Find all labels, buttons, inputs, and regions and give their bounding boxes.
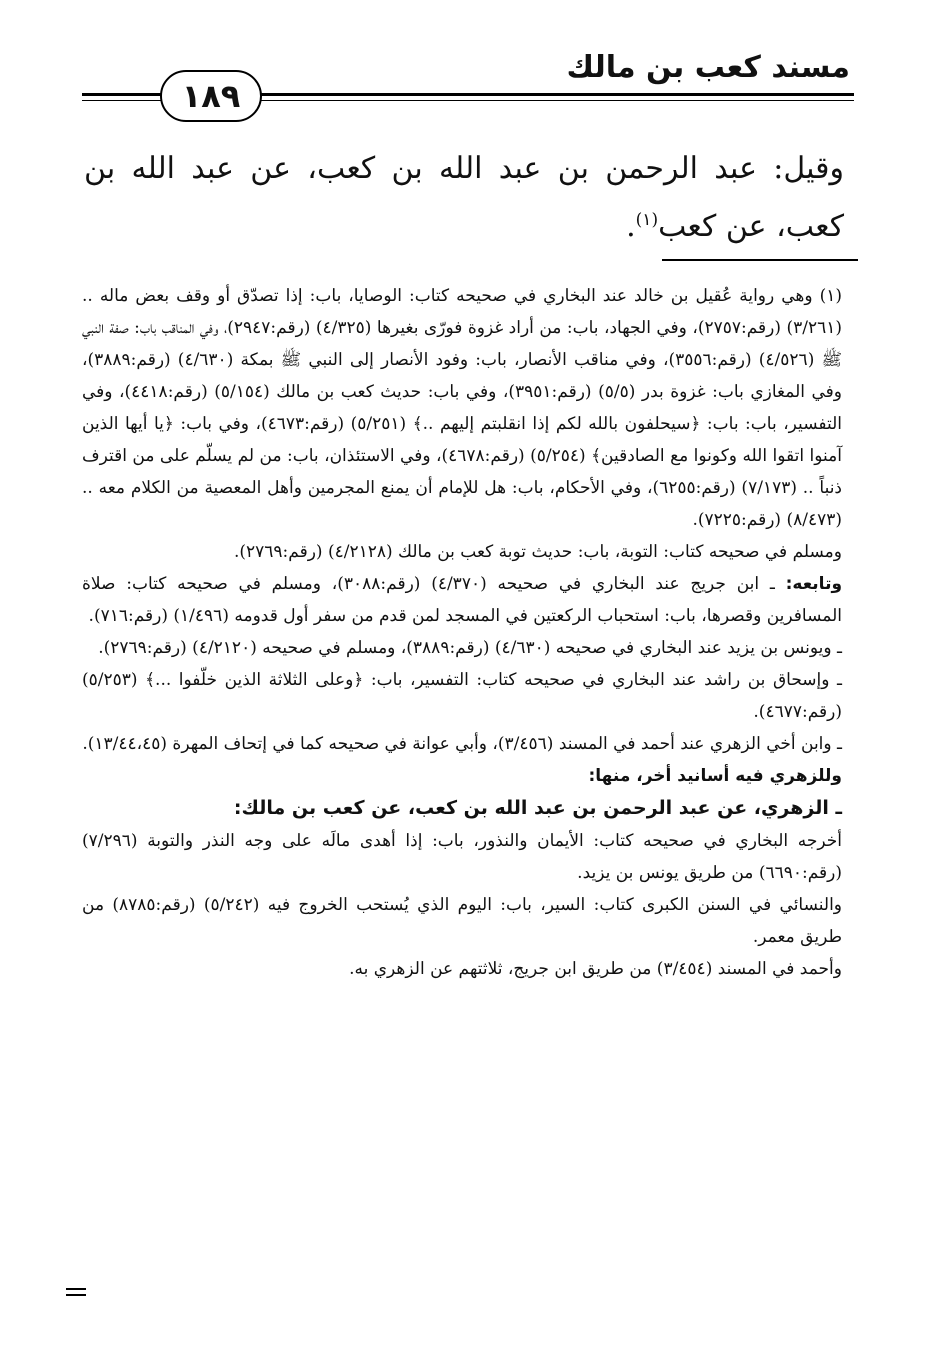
footnotes bbox=[82, 280, 842, 985]
continuation-mark bbox=[66, 1288, 86, 1296]
footnote-paragraph: والنسائي في السنن الكبرى كتاب: السير، باب: اليوم الذي يُستحب الخروج فيه (٥/٢٤٢) (رقم:٨٧٨٥) من طريق معمر. bbox=[82, 895, 843, 947]
footnote-paragraph: ومسلم في صحيحه كتاب: التوبة، باب: حديث توبة كعب بن مالك (٤/٢١٢٨) (رقم:٢٧٦٩). bbox=[233, 542, 842, 562]
footnote-paragraph: وتابعه: ـ ابن جريج عند البخاري في صحيحه (٤/٣٧٠) (رقم:٣٠٨٨)، ومسلم في صحيحه كتاب: صلاة المسافرين وقصرها، باب: استحباب الركعتين في المسجد لمن قدم من سفر أول قدومه (١/٤٩٦) (رقم:٧١٦). bbox=[82, 574, 843, 626]
footnote-lead: وتابعه: bbox=[785, 574, 843, 594]
footnote-paragraph: ـ وابن أخي الزهري عند أحمد في المسند (٣/٤٥٦)، وأبي عوانة في صحيحه كما في إتحاف المهرة (١٣/٤٤،٤٥). bbox=[82, 734, 842, 754]
footnote-paragraph: وأحمد في المسند (٣/٤٥٤) من طريق ابن جريج، ثلاثتهم عن الزهري به. bbox=[349, 959, 842, 979]
main-end: . bbox=[626, 209, 636, 244]
page-number: ١٨٩ bbox=[160, 70, 262, 122]
footnote-subheading: وللزهري فيه أسانيد أخر، منها: bbox=[588, 766, 842, 786]
footnote-paragraph: ـ وإسحاق بن راشد عند البخاري في صحيحه كتاب: التفسير، باب: ﴿وعلى الثلاثة الذين خلّفوا ...﴾ (٥/٢٥٣) (رقم:٤٦٧٧). bbox=[82, 670, 842, 722]
footnote-paragraph: (١) وهي رواية عُقيل بن خالد عند البخاري في صحيحه كتاب: الوصايا، باب: إذا تصدّق أو وقف بعض ماله .. (٣/٢٦١) (رقم:٢٧٥٧)، وفي الجهاد، باب: من أراد غزوة فورّى بغيرها (٤/٣٢٥) (رقم:٢٩٤٧)، وفي المناقب باب: صفة النبي ﷺ (٤/٥٢٦) (رقم:٣٥٥٦)، وفي مناقب الأنصار، باب: وفود الأنصار إلى النبي ﷺ بمكة (٤/٦٣٠) (رقم:٣٨٨٩)، وفي المغازي باب: غزوة بدر (٥/٥) (رقم:٣٩٥١)، وفي باب: حديث كعب بن مالك (٥/١٥٤) (رقم:٤٤١٨)، وفي التفسير، باب: باب: ﴿سيحلفون بالله لكم إذا انقلبتم إليهم ..﴾ (٥/٢٥١) (رقم:٤٦٧٣)، وفي باب: ﴿يا أيها الذين آمنوا اتقوا الله وكونوا مع الصادقين﴾ (٥/٢٥٤) (رقم:٤٦٧٨)، وفي الاستئذان، باب: من لم يسلّم على من اقترف ذنباً .. (٧/١٧٣) (رقم:٦٢٥٥)، وفي الأحكام، باب: هل للإمام أن يمنع المجرمين وأهل المعصية من الكلام معه .. (٨/٤٧٣) (رقم:٧٢٢٥). bbox=[82, 286, 843, 530]
running-title: مسند كعب بن مالك bbox=[566, 50, 850, 85]
main-paragraph: وقيل: عبد الرحمن بن عبد الله بن كعب، عن عبد الله بن كعب، عن كعب bbox=[84, 151, 844, 244]
footnote-paragraph: أخرجه البخاري في صحيحه كتاب: الأيمان والنذور، باب: إذا أهدى مالَه على وجه النذر والتوبة (٧/٢٩٦) (رقم:٦٦٩٠) من طريق يونس بن يزيد. bbox=[82, 831, 842, 883]
footnote-paragraph: ـ ويونس بن يزيد عند البخاري في صحيحه (٤/٦٣٠) (رقم:٣٨٨٩)، ومسلم في صحيحه (٤/٢١٢٠) (رقم:٢٧٦٩). bbox=[98, 638, 842, 658]
footnote-reference: (١) bbox=[635, 210, 659, 230]
main-text bbox=[84, 140, 844, 256]
footnote-chain-heading: ـ الزهري، عن عبد الرحمن بن عبد الله بن كعب، عن كعب بن مالك: bbox=[233, 797, 842, 819]
footnote-separator bbox=[662, 259, 858, 261]
